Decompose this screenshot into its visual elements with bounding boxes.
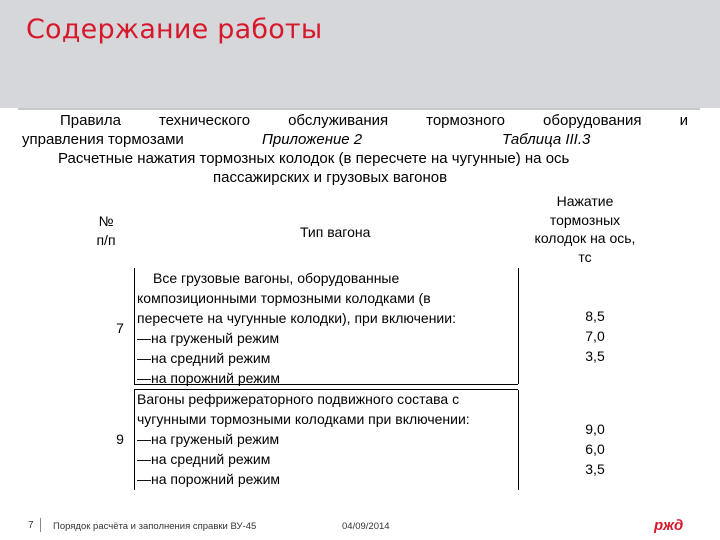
page-number: 7 bbox=[28, 520, 34, 531]
intro-text bbox=[22, 111, 688, 187]
row-description: Все грузовые вагоны, оборудованные композиционными тормозными колодками (в пересчете на чугунные колодки), при включении: —на груженый режим —на средний режим —на порожний режим bbox=[137, 270, 456, 386]
row-number: 7 bbox=[116, 320, 124, 336]
footer-document-title: Порядок расчёта и заполнения справки ВУ-45 bbox=[53, 521, 257, 532]
intro-line-1 bbox=[22, 111, 688, 130]
column-header-type: Тип вагона bbox=[300, 224, 371, 240]
rzd-logo-text: ржд bbox=[654, 517, 684, 533]
rzd-logo-icon bbox=[654, 515, 694, 533]
intro-line-2-a: управления тормозами bbox=[22, 131, 184, 148]
footer-divider bbox=[40, 518, 41, 532]
intro-line-4: пассажирских и грузовых вагонов bbox=[213, 169, 448, 186]
intro-word: тормозного bbox=[426, 112, 506, 129]
header-divider bbox=[18, 108, 700, 110]
appendix-reference: Приложение 2 bbox=[262, 131, 363, 148]
intro-word: обслуживания bbox=[288, 112, 389, 129]
intro-word: Правила bbox=[60, 112, 121, 129]
table-divider bbox=[518, 390, 519, 490]
intro-line-2 bbox=[22, 130, 688, 149]
intro-word: технического bbox=[158, 112, 251, 129]
table-reference: Таблица III.3 bbox=[502, 131, 591, 148]
slide-title: Содержание работы bbox=[26, 14, 323, 45]
column-header-number: № п/п bbox=[96, 213, 116, 248]
row-values: 8,5 7,0 3,5 bbox=[585, 308, 605, 364]
footer-date: 04/09/2014 bbox=[342, 521, 390, 532]
intro-word: и bbox=[679, 112, 688, 129]
column-header-force: Нажатие тормозных колодок на ось, тс bbox=[534, 193, 636, 265]
row-number: 9 bbox=[116, 431, 124, 447]
intro-line-3: Расчетные нажатия тормозных колодок (в пересчете на чугунные) на ось bbox=[58, 150, 570, 167]
table-divider bbox=[518, 268, 519, 384]
slide-header bbox=[0, 0, 720, 108]
row-values: 9,0 6,0 3,5 bbox=[585, 421, 605, 477]
row-description: Вагоны рефрижераторного подвижного состава с чугунными тормозными колодками при включении: —на груженый режим —на средний режим —на порожний режим bbox=[137, 391, 470, 487]
intro-word: оборудования bbox=[543, 112, 642, 129]
